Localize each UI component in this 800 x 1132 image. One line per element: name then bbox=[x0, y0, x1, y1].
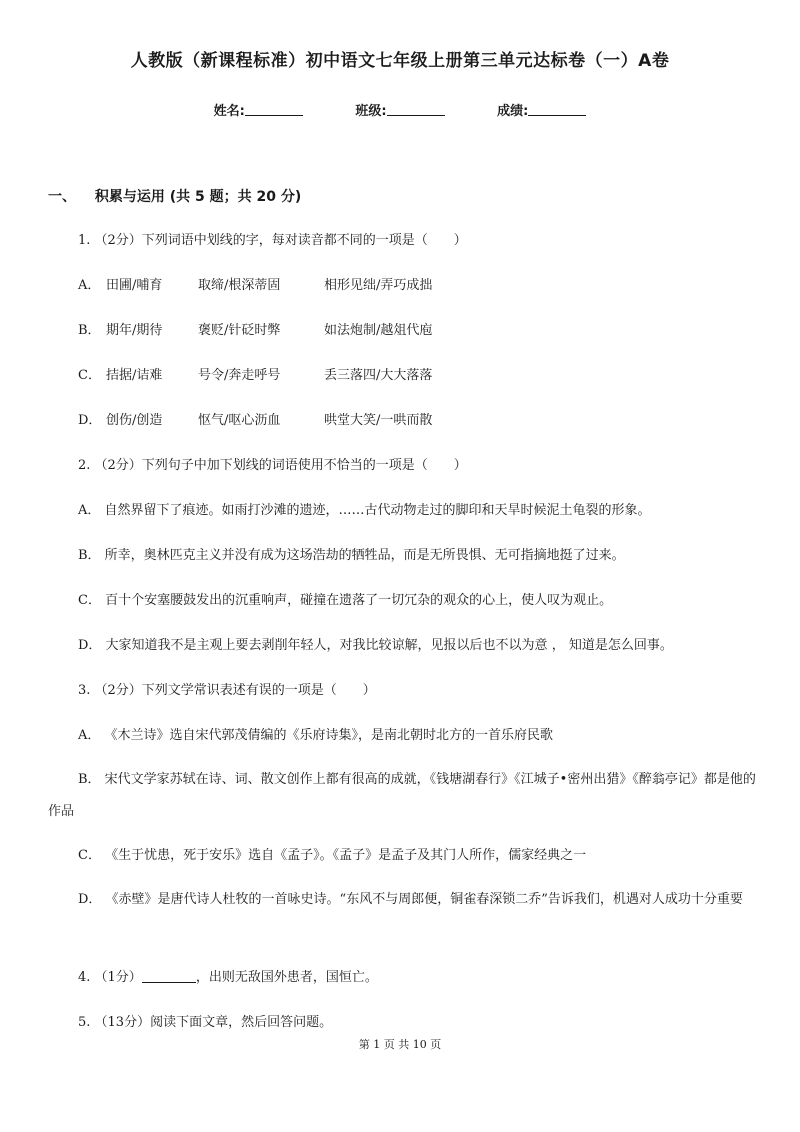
q3-option-d: D． 《赤壁》是唐代诗人杜牧的一首咏史诗。“东风不与周郎便，铜雀春深锁二乔”告诉我们，机遇对人成功十分重要 bbox=[78, 892, 743, 907]
option-item: 号令/奔走呼号 bbox=[198, 368, 281, 383]
q2-option-c: C． 百十个安塞腰鼓发出的沉重响声，碰撞在遗落了一切冗杂的观众的心上，使人叹为观止。 bbox=[78, 593, 613, 608]
section-title: 积累与运用 (共 5 题；共 20 分) bbox=[94, 189, 302, 205]
question-4-prefix: 4. （1分） bbox=[78, 970, 142, 985]
page-title: 人教版（新课程标准）初中语文七年级上册第三单元达标卷（一）A卷 bbox=[130, 51, 670, 71]
class-blank bbox=[387, 103, 445, 116]
option-item: 田圃/哺育 bbox=[106, 278, 163, 293]
name-blank bbox=[245, 103, 303, 116]
section-heading bbox=[48, 186, 301, 206]
question-4-stem bbox=[78, 969, 378, 987]
option-label: A． bbox=[78, 278, 101, 293]
option-item: 期年/期待 bbox=[106, 323, 163, 338]
question-2-stem: 2. （2分）下列句子中加下划线的词语使用不恰当的一项是（ ） bbox=[78, 458, 467, 473]
q2-option-a: A． 自然界留下了痕迹。如雨打沙滩的遗迹，……古代动物走过的脚印和天旱时候泥土龟裂的形象。 bbox=[78, 503, 651, 518]
option-item: 丢三落四/大大落落 bbox=[324, 368, 433, 383]
score-blank bbox=[528, 103, 586, 116]
class-label: 班级: bbox=[355, 104, 387, 119]
option-item: 创伤/创造 bbox=[106, 413, 163, 428]
page-footer: 第 1 页 共 10 页 bbox=[358, 1038, 442, 1051]
student-info-row bbox=[0, 100, 800, 119]
q1-option-b bbox=[78, 322, 432, 340]
q1-option-a bbox=[78, 277, 432, 295]
question-3-stem: 3. （2分）下列文学常识表述有误的一项是（ ） bbox=[78, 683, 376, 698]
question-4-suffix: ，出则无敌国外患者，国恒亡。 bbox=[195, 970, 378, 985]
section-number: 一、 bbox=[48, 189, 76, 205]
q1-option-d bbox=[78, 412, 432, 430]
q2-option-d: D． 大家知道我不是主观上要去剥削年轻人，对我比较谅解，见报以后也不以为意 ， 知道是怎么回事。 bbox=[78, 638, 673, 653]
option-item: 褒贬/针砭时弊 bbox=[198, 323, 281, 338]
option-item: 拮据/诘难 bbox=[106, 368, 163, 383]
option-item: 哄堂大笑/一哄而散 bbox=[324, 413, 433, 428]
option-item: 相形见绌/弄巧成拙 bbox=[324, 278, 433, 293]
option-item: 怄气/呕心沥血 bbox=[198, 413, 281, 428]
name-field bbox=[214, 100, 303, 119]
question-5-stem: 5. （13分）阅读下面文章，然后回答问题。 bbox=[78, 1015, 333, 1030]
fill-in-blank bbox=[142, 970, 196, 983]
q3-option-c: C． 《生于忧患，死于安乐》选自《孟子》。《孟子》是孟子及其门人所作，儒家经典之一 bbox=[78, 848, 587, 863]
score-field bbox=[497, 100, 586, 119]
q3-option-a: A． 《木兰诗》选自宋代郭茂倩编的《乐府诗集》，是南北朝时北方的一首乐府民歌 bbox=[78, 728, 554, 743]
option-item: 如法炮制/越俎代庖 bbox=[324, 323, 433, 338]
option-label: C． bbox=[78, 368, 101, 383]
option-label: B． bbox=[78, 323, 101, 338]
class-field bbox=[355, 100, 444, 119]
score-label: 成绩: bbox=[497, 104, 529, 119]
question-1-stem: 1. （2分）下列词语中划线的字，每对读音都不同的一项是（ ） bbox=[78, 233, 467, 248]
option-item: 取缔/根深蒂固 bbox=[198, 278, 281, 293]
q3-option-b: B． 宋代文学家苏轼在诗、词、散文创作上都有很高的成就，《钱塘湖春行》《江城子•密州出猎》《醉翁亭记》都是他的作品 bbox=[48, 772, 756, 819]
name-label: 姓名: bbox=[213, 104, 245, 119]
q1-option-c bbox=[78, 367, 432, 385]
q2-option-b: B． 所幸，奥林匹克主义并没有成为这场浩劫的牺牲品，而是无所畏惧、无可指摘地挺了过来。 bbox=[78, 548, 625, 563]
option-label: D． bbox=[78, 413, 102, 428]
